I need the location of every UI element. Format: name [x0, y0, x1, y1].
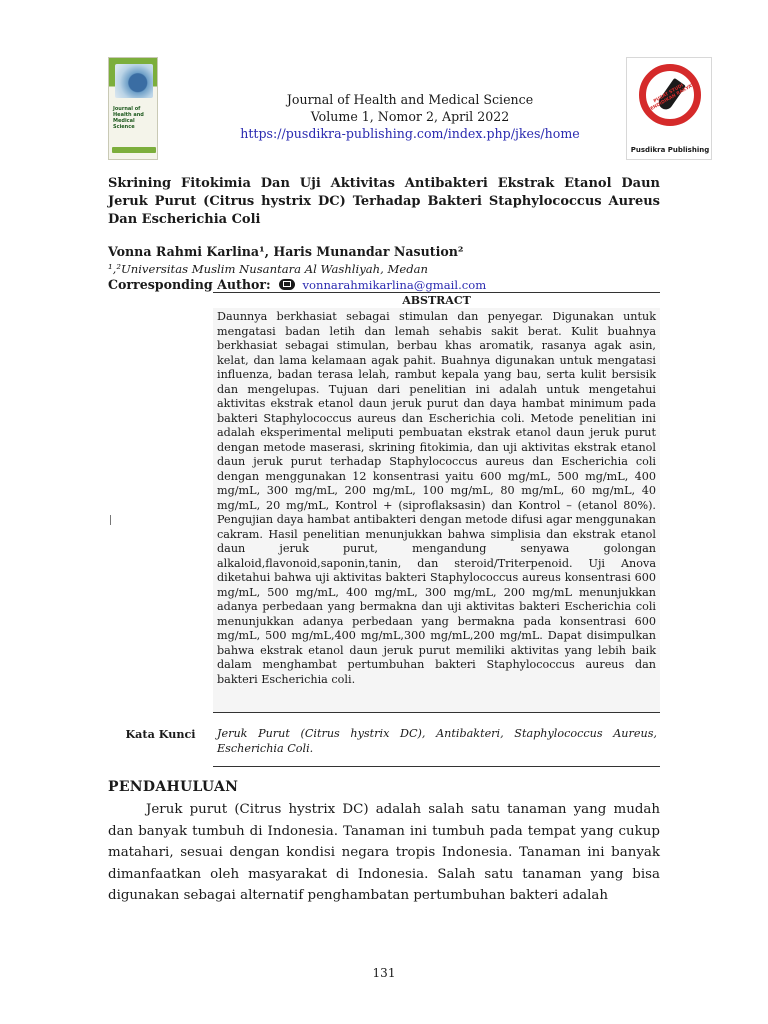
- abstract-body: [213, 308, 660, 713]
- introduction-paragraph: Jeruk purut (Citrus hystrix DC) adalah salah satu tanaman yang mudah dan banyak tumbuh di Indonesia. Tanaman ini tumbuh pada tempat yang cukup matahari, sesuai dengan kondisi negara tropis Indonesia. Tanaman ini banyak dimanfaatkan oleh masyarakat di Indonesia. Salah satu tanaman yang bisa digunakan sebagai alternatif penghambatan pertumbuhan bakteri adalah: [108, 802, 660, 903]
- cover-title: Journal of Health and Medical Science: [113, 106, 144, 130]
- article-authors: Vonna Rahmi Karlina¹, Haris Munandar Nasution²: [108, 244, 464, 259]
- logo-emblem: [639, 64, 701, 126]
- author-affiliation: ¹,²Universitas Muslim Nusantara Al Washliyah, Medan: [108, 262, 429, 276]
- text-cursor: [110, 515, 111, 525]
- corresponding-author: [108, 277, 486, 292]
- article-title: Skrining Fitokimia Dan Uji Aktivitas Antibakteri Ekstrak Etanol Daun Jeruk Purut (Citrus hystrix DC) Terhadap Bakteri Staphylococcus Aureus Dan Escherichia Coli: [108, 176, 660, 227]
- journal-header: [108, 57, 712, 160]
- logo-ring-text: PUSAT STUDI PENDIDIKAN RAKYAT: [647, 82, 696, 114]
- cover-footer-band: [112, 147, 156, 153]
- author-email-link[interactable]: vonnarahmikarlina@gmail.com: [302, 278, 487, 292]
- keywords-label: Kata Kunci: [125, 727, 196, 741]
- abstract-text: Daunnya berkhasiat sebagai stimulan dan penyegar. Digunakan untuk mengatasi badan letih dan lemah sehabis sakit berat. Kulit buahnya berkhasiat sebagai stimulan, berbau khas aromatik, rasanya agak asin, kelat, dan lama kelamaan agak pahit. Buahnya digunakan untuk mengatasi influenza, badan terasa lelah, rambut kepala yang bau, serta kulit bersisik dan mengelupas. Tujuan dari penelitian ini adalah untuk mengetahui aktivitas ekstrak etanol daun jeruk purut dan daya hambat minimum pada bakteri Staphylococcus aureus dan Escherichia coli. Metode penelitian ini adalah eksperimental meliputi pembuatan ekstrak etanol daun jeruk purut dengan metode maserasi, skrining fitokimia, dan uji aktivitas ekstrak etanol daun jeruk purut terhadap Staphylococcus aureus dan Escherichia coli dengan menggunakan 12 konsentrasi yaitu 600 mg/mL, 500 mg/mL, 400 mg/mL, 300 mg/mL, 200 mg/mL, 100 mg/mL, 80 mg/mL, 60 mg/mL, 40 mg/mL, 20 mg/mL, Kontrol + (siproflaksasin) dan Kontrol – (etanol 80%). Pengujian daya hambat antibakteri dengan metode difusi agar menggunakan cakram. Hasil penelitian menunjukkan bahwa simplisia dan ekstrak etanol daun jeruk purut, mengandung senyawa golongan alkaloid,flavonoid,saponin,tanin, dan steroid/Triterpenoid. Uji Anova diketahui bahwa uji aktivitas bakteri Staphylococcus aureus konsentrasi 600 mg/mL, 500 mg/mL, 400 mg/mL, 300 mg/mL, 200 mg/mL menunjukkan adanya perbedaan yang bermakna dan uji aktivitas bakteri Escherichia coli menunjukkan adanya perbedaan yang bermakna pada konsentrasi 600 mg/mL, 500 mg/mL,400 mg/mL,300 mg/mL,200 mg/mL. Dapat disimpulkan bahwa ekstrak etanol daun jeruk purut memiliki aktivitas yang lebih baik dalam menghambat pertumbuhan bakteri Staphylococcus aureus dan bakteri Escherichia coli.: [217, 310, 656, 686]
- publisher-name: Pusdikra Publishing: [630, 146, 710, 154]
- journal-info: [168, 91, 652, 142]
- corresponding-label: Corresponding Author:: [108, 277, 271, 292]
- keywords-divider: [213, 766, 660, 767]
- page-number: 131: [372, 966, 396, 980]
- journal-cover-image: [108, 57, 158, 160]
- journal-volume: Volume 1, Nomor 2, April 2022: [310, 109, 510, 124]
- publisher-logo: [626, 57, 712, 160]
- cover-photo: [115, 64, 153, 98]
- abstract-heading: ABSTRACT: [213, 292, 660, 309]
- mail-icon: [279, 279, 295, 290]
- section-heading-introduction: PENDAHULUAN: [108, 779, 239, 795]
- keywords-text: Jeruk Purut (Citrus hystrix DC), Antibakteri, Staphylococcus Aureus, Escherichia Coli.: [217, 727, 657, 755]
- journal-name: Journal of Health and Medical Science: [286, 92, 534, 107]
- journal-url-link[interactable]: https://pusdikra-publishing.com/index.php/jkes/home: [240, 126, 580, 141]
